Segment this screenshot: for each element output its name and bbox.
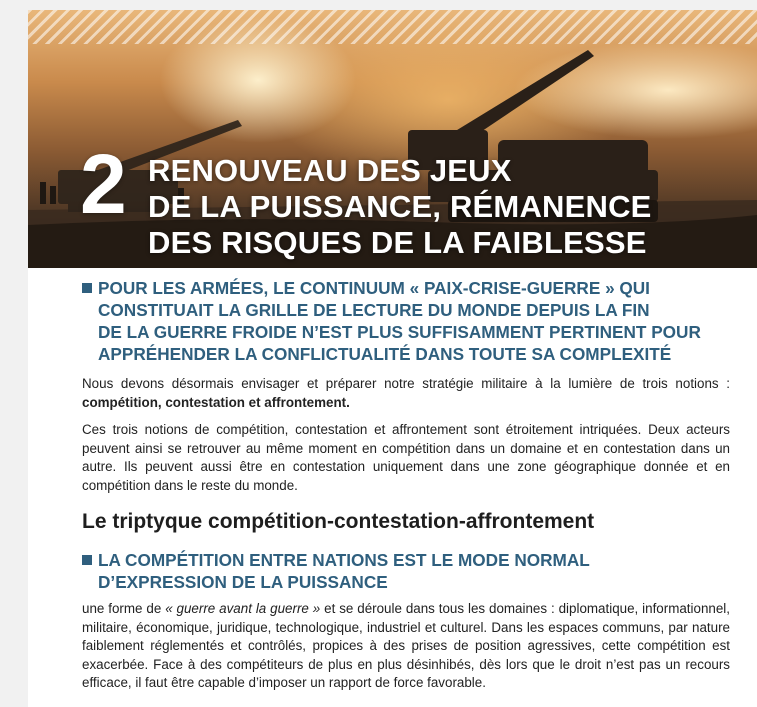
square-bullet-icon [82,283,92,293]
heading-line: POUR LES ARMÉES, LE CONTINUUM « PAIX-CRISE-GUERRE » QUI [98,278,650,298]
section-heading-competition [82,549,730,593]
heading-line: CONSTITUAIT LA GRILLE DE LECTURE DU MONDE DEPUIS LA FIN [98,300,650,320]
paragraph-text: une forme de [82,601,166,616]
heading-line: D’EXPRESSION DE LA PUISSANCE [98,572,388,592]
hatch-band [28,10,757,44]
square-bullet-icon [82,555,92,565]
paragraph-italic: « guerre avant la guerre » [165,601,321,616]
article-body [82,277,730,693]
paragraph-text: Nous devons désormais envisager et préparer notre stratégie militaire à la lumière de trois notions : [82,376,730,391]
paragraph-bold: compétition, contestation et affrontement. [82,394,350,410]
paragraph-notions [82,375,730,412]
section-heading-continuum [82,277,730,365]
heading-line: APPRÉHENDER LA CONFLICTUALITÉ DANS TOUTE SA COMPLEXITÉ [98,344,672,364]
subtitle-triptyque: Le triptyque compétition-contestation-affrontement [82,510,595,533]
paragraph-intrication: Ces trois notions de compétition, contestation et affrontement sont étroitement intriquées. Deux acteurs peuvent ainsi se retrouver au même moment en compétition dans un domaine et en contestation dans un autre. Ils peuvent aussi être en contestation uniquement dans une zone géographique donnée et en compétition dans le reste du monde. [82,422,730,493]
paragraph-competition [82,600,730,693]
chapter-title-line: DES RISQUES DE LA FAIBLESSE [148,225,647,260]
document-page [28,10,757,707]
chapter-title [148,153,652,261]
heading-line: LA COMPÉTITION ENTRE NATIONS EST LE MODE NORMAL [98,550,590,570]
chapter-title-line: RENOUVEAU DES JEUX [148,153,512,188]
chapter-number: 2 [80,137,127,231]
hero-banner [28,10,757,268]
heading-line: DE LA GUERRE FROIDE N’EST PLUS SUFFISAMMENT PERTINENT POUR [98,322,701,342]
paragraph-text: et se déroule dans tous les domaines : diplomatique, informationnel, militaire, économique, juridique, technologique, industriel et culturel. Dans les espaces communs, par nature faiblement réglementés et contrôlés, propices à des prises de position agressives, cette compétition est exacerbée. Face à des compétiteurs de plus en plus désinhibés, dès lors que le droit n’est pas un recours efficace, il faut être capable d’imposer un rapport de force favorable. [82,601,730,690]
chapter-title-line: DE LA PUISSANCE, RÉMANENCE [148,189,652,224]
